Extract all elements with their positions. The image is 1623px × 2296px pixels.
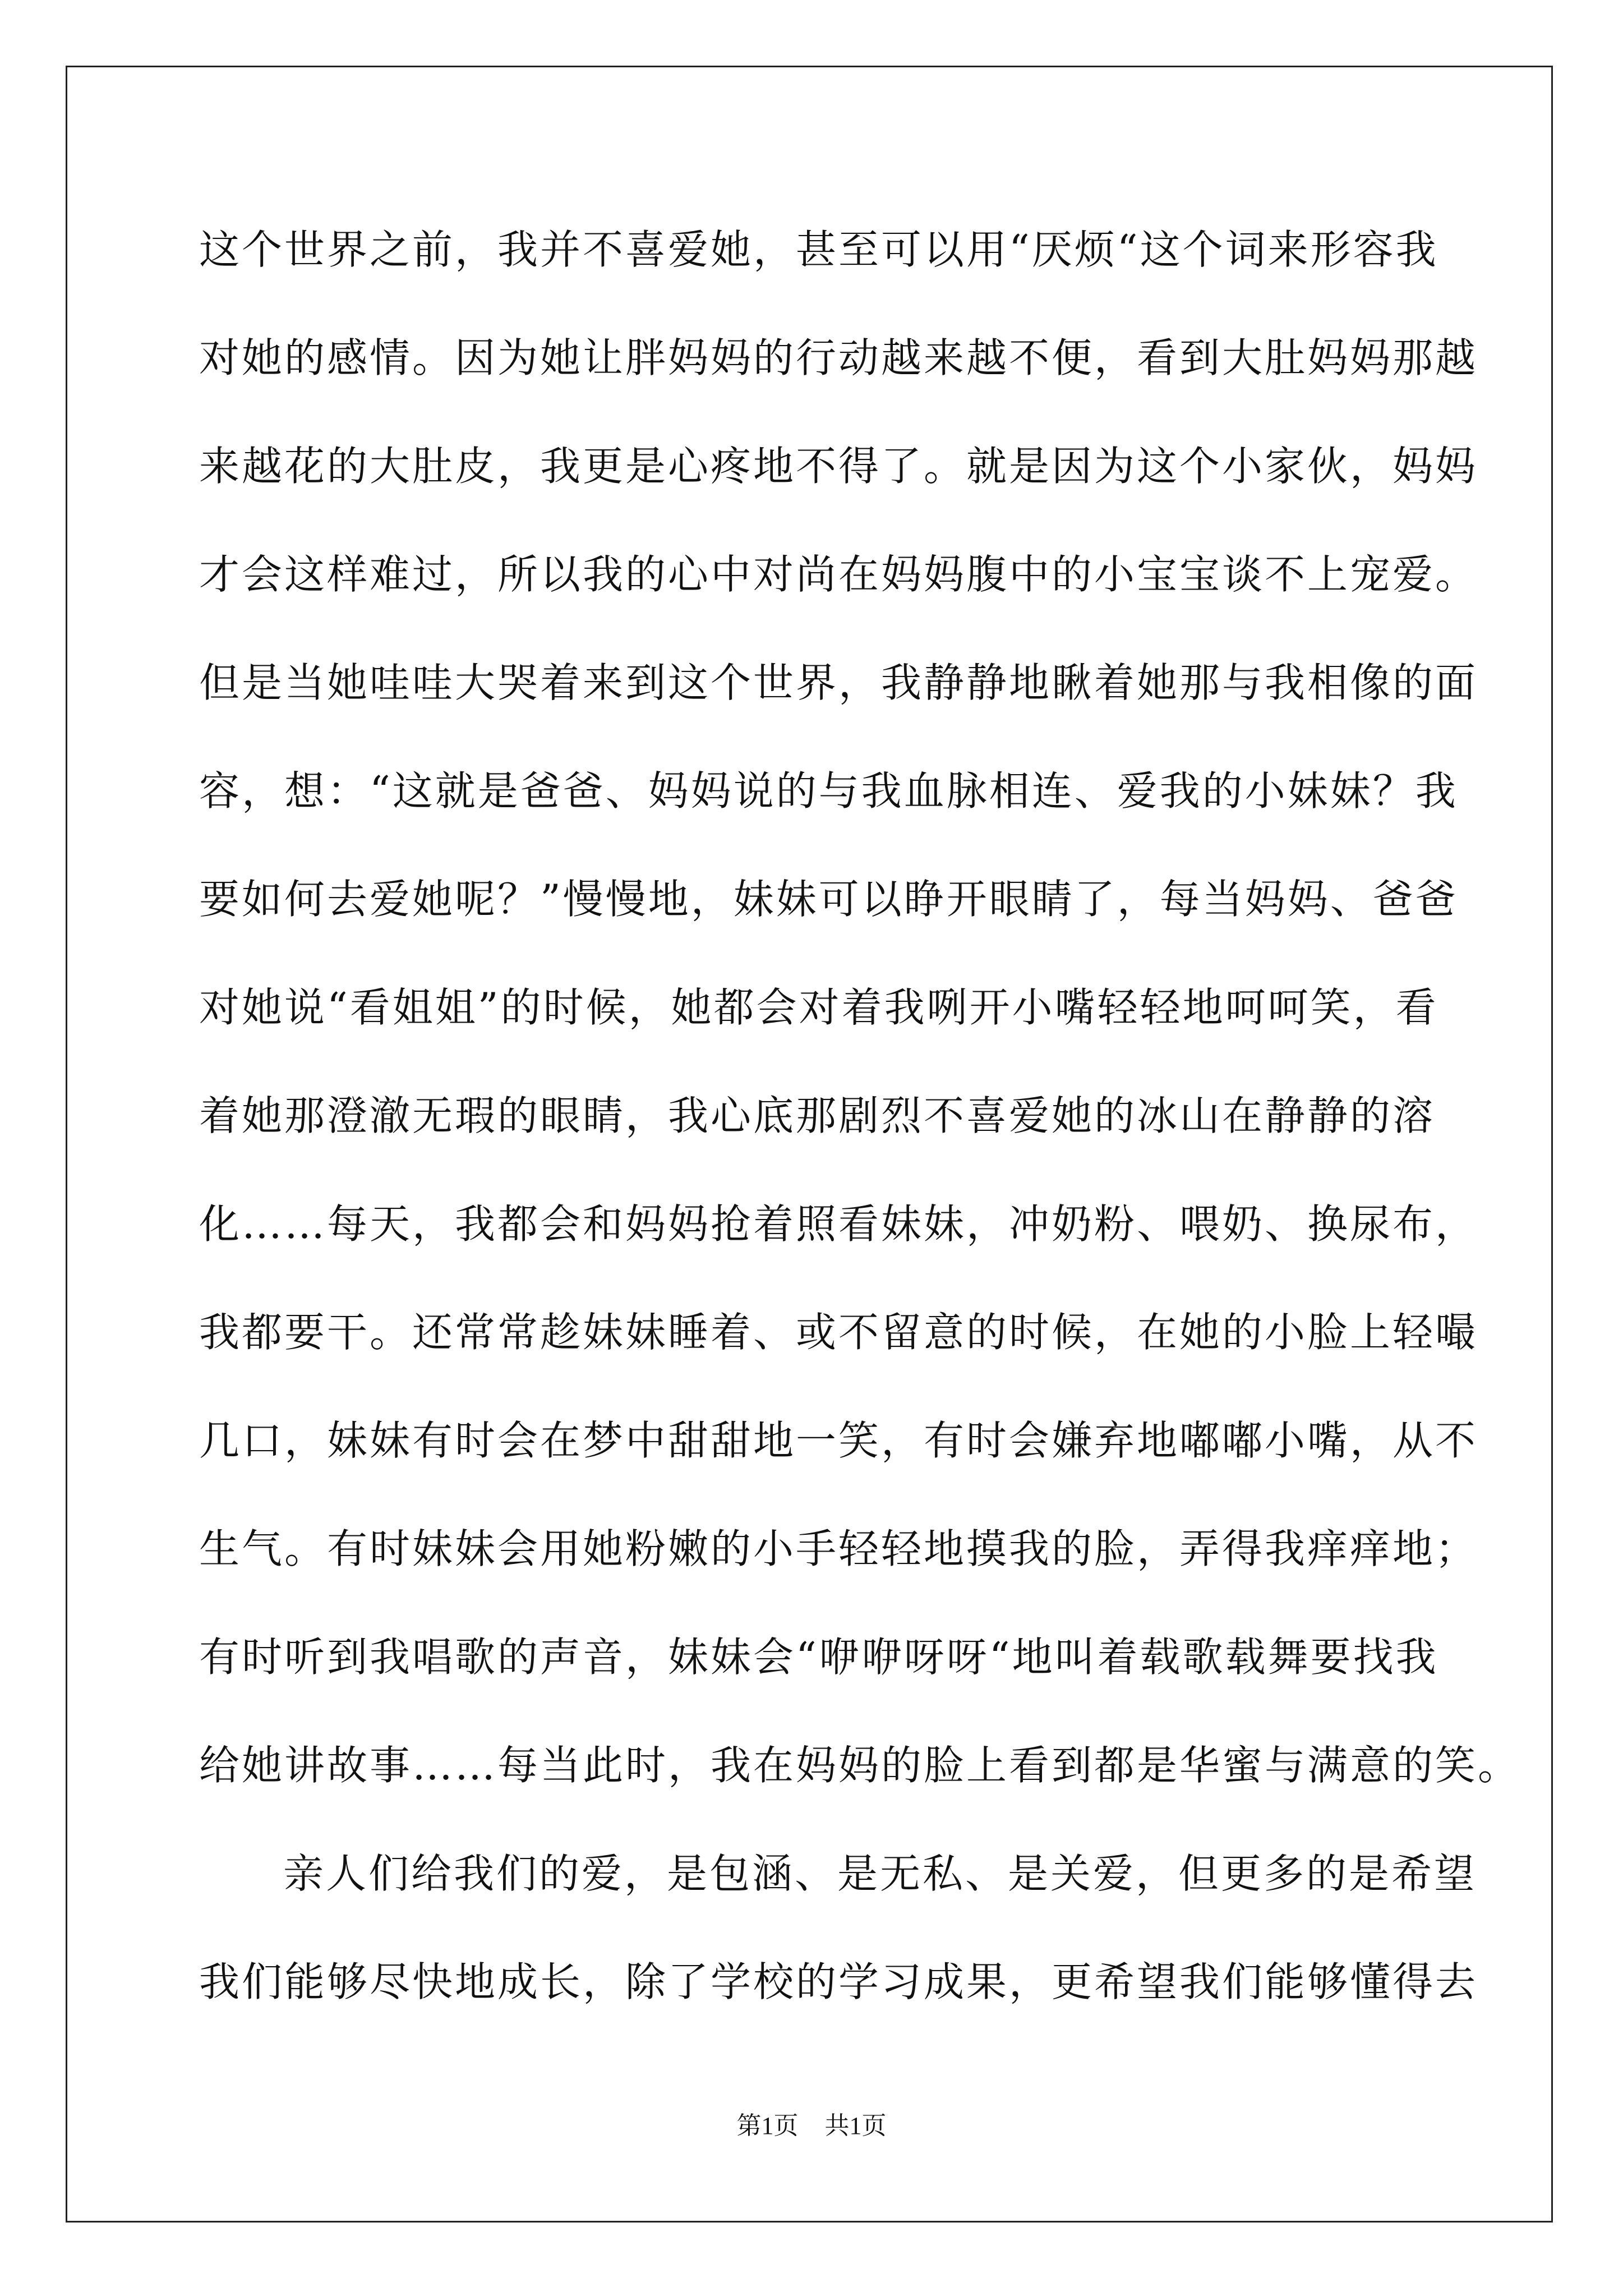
page-number: 第1页 bbox=[736, 2112, 799, 2139]
text-line: 我们能够尽快地成长，除了学校的学习成果，更希望我们能够懂得去 bbox=[199, 1958, 1478, 2005]
text-line: 给她讲故事……每当此时，我在妈妈的脸上看到都是华蜜与满意的笑。 bbox=[199, 1742, 1521, 1789]
text-line: 这个世界之前，我并不喜爱她，甚至可以用“厌烦“这个词来形容我 bbox=[199, 226, 1438, 273]
text-line: 化……每天，我都会和妈妈抢着照看妹妹，冲奶粉、喂奶、换尿布， bbox=[199, 1200, 1478, 1248]
text-line: 着她那澄澈无瑕的眼睛，我心底那剧烈不喜爱她的冰山在静静的溶 bbox=[199, 1092, 1436, 1139]
page-footer bbox=[0, 2109, 1623, 2143]
text-line: 要如何去爱她呢？”慢慢地，妹妹可以睁开眼睛了，每当妈妈、爸爸 bbox=[199, 876, 1458, 923]
text-line: 亲人们给我们的爱，是包涵、是无私、是关爱，但更多的是希望 bbox=[283, 1850, 1477, 1897]
text-line: 来越花的大肚皮，我更是心疼地不得了。就是因为这个小家伙，妈妈 bbox=[199, 443, 1478, 490]
text-line: 我都要干。还常常趁妹妹睡着、或不留意的时候，在她的小脸上轻嘬 bbox=[199, 1309, 1478, 1356]
text-line: 但是当她哇哇大哭着来到这个世界，我静静地瞅着她那与我相像的面 bbox=[199, 659, 1478, 706]
page-total: 共1页 bbox=[824, 2112, 887, 2139]
text-line: 才会这样难过，所以我的心中对尚在妈妈腹中的小宝宝谈不上宠爱。 bbox=[199, 551, 1478, 598]
text-line: 几口，妹妹有时会在梦中甜甜地一笑，有时会嫌弃地嘟嘟小嘴，从不 bbox=[199, 1417, 1478, 1464]
text-line: 生气。有时妹妹会用她粉嫩的小手轻轻地摸我的脸，弄得我痒痒地； bbox=[199, 1525, 1478, 1572]
text-line: 对她的感情。因为她让胖妈妈的行动越来越不便，看到大肚妈妈那越 bbox=[199, 334, 1478, 381]
text-line: 对她说“看姐姐”的时候，她都会对着我咧开小嘴轻轻地呵呵笑，看 bbox=[199, 984, 1438, 1031]
text-line: 有时听到我唱歌的声音，妹妹会“咿咿呀呀“地叫着载歌载舞要找我 bbox=[199, 1634, 1438, 1681]
text-line: 容，想：“这就是爸爸、妈妈说的与我血脉相连、爱我的小妹妹？我 bbox=[199, 767, 1458, 815]
